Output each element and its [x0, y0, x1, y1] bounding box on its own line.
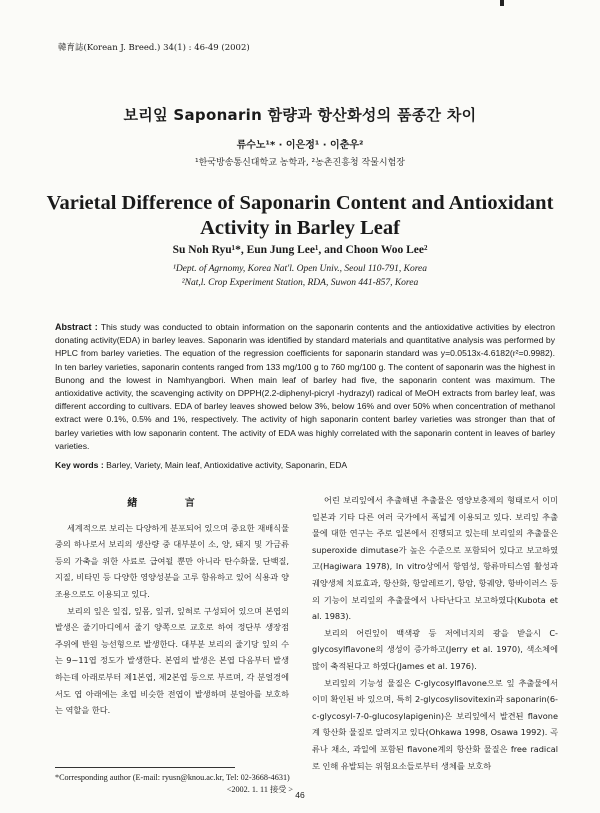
english-title-line-2: Activity in Barley Leaf: [200, 217, 400, 239]
footnote-rule: [55, 767, 235, 768]
english-title: [0, 191, 600, 241]
abstract-text: This study was conducted to obtain information on the saponarin contents and the antioxidative activities by electron donating activity(EDA) in barley leaves. Saponarin was identified by standard materials and quantitative analysis was performed by HPLC from barley varieties. The equation of the regression coefficients for saponarin standard was y=0.0513x-4.6182(r²=0.9982). In ten barley varieties, saponarin contents ranged from 133 mg/100 g to 760 mg/100 g. The content of saponarin was the highest in Bunong and the lowest in Namhyangbori. When main leaf of barley had five, the saponarin content was maximum. The antioxidative activity, the scavenging activity on DPPH(2.2-diphenyl-picryl -hydrazyl) radical of MeOH extracts from barley leaf, was different according to cultivars. EDA of barley leaves showed below 3%, below 16% and over 50% when concentration of methanol extract were 0.1%, 0.5% and 1%, respectively. The activity of high saponarin content barley varieties was stronger than that of barley varieties with low saponarin content. The activity of EDA was highly correlated with the saponarin content in leaves of barley varieties.: [55, 322, 555, 451]
body-paragraph: 보리잎의 기능성 물질은 C-glycosylflavone으로 잎 추출물에서 이미 확인된 바 있으며, 특히 2-glycosylisovitexin과 saponarin(6-c-glycosyl-7-0-glucosylapigenin)은 보리잎에서 발견된 flavone계 항산화 물질로 알려지고 있다(Ohkawa 1998, Osawa 1992). 곡류나 채소, 과일에 포함된 flavone계의 항산화 물질은 free radical로 인해 유발되는 위험요소들로부터 생체를 보호하: [312, 677, 558, 771]
page-number: 46: [295, 790, 305, 800]
body-paragraph: 어린 보리잎에서 추출해낸 추출물은 영양보충제의 형태로서 이미 일본과 기타 다른 여러 국가에서 폭넓게 이용되고 있다. 보리잎 추출물에 대한 연구는 주로 일본에서 진행되고 있는데 보리잎의 추출물은 superoxide dimutase가 높은 수준으로 포함되어 있다고 보고하였고(Hagiwara 1978), In vitro상에서 항염성, 항류마티스염 활성과 궤양생체 치료효과, 항산화, 항알레르기, 항암, 항궤양, 항바이러스 등의 기능이 보리잎의 추출물에서 나타난다고 보고하였다(Kubota et al. 1983).: [312, 495, 558, 622]
corresponding-author: *Corresponding author (E-mail: ryusn@knou.ac.kr, Tel: 02-3668-4631): [55, 773, 290, 782]
keywords: [55, 460, 555, 470]
keywords-label: Key words :: [55, 460, 104, 470]
affiliation-line-1: ¹Dept. of Agrnomy, Korea Nat'l. Open Univ., Seoul 110-791, Korea: [172, 264, 428, 274]
abstract: [55, 321, 555, 453]
section-heading: 緖 言: [127, 498, 217, 509]
english-title-line-1: Varietal Difference of Saponarin Content and Antioxidant: [46, 192, 554, 214]
body-paragraph: 보리의 잎은 잎집, 잎몸, 잎귀, 잎혀로 구성되어 있으며 본엽의 발생은 줄기마디에서 줄기 양쪽으로 교호로 하여 정단부 생장점 주위에 반원 능선형으로 발생한다. 대부분 보리의 줄기당 잎의 수는 9~11엽 정도가 발생한다. 본엽의 발생은 본엽 다음부터 발생하는데 아래로부터 제1본엽, 제2본엽 등으로 부르며, 각 분얼경에서도 엽 아래에는 초엽 비슷한 전엽이 발생하며 분얼아를 보호하는 역할을 한다.: [55, 605, 289, 716]
received-date: <2002. 1. 11 接受 >: [226, 785, 293, 794]
abstract-label: Abstract :: [55, 322, 98, 332]
body-paragraph: 세계적으로 보리는 다양하게 분포되어 있으며 중요한 재배식물 중의 하나로서 보리의 생산량 중 대부분이 소, 양, 돼지 및 가금류 등의 가축을 위한 사료로 급여될 뿐만 아니라 탄수화물, 단백질, 지질, 비타민 등 다양한 영양성분을 고루 함유하고 있어 식용과 양조용으로도 이용되고 있다.: [55, 522, 289, 599]
body-paragraph: 보리의 어린잎이 백색광 등 저에너지의 광을 받을시 C-glycosylflavone의 생성이 증가하고(Jerry et al. 1970), 색소체에 많이 축적된다고 하였다(James et al. 1976).: [312, 627, 558, 671]
journal-reference: 韓育誌(Korean J. Breed.) 34(1) : 46-49 (2002): [58, 43, 250, 53]
keywords-text: Barley, Variety, Main leaf, Antioxidative activity, Saponarin, EDA: [106, 460, 348, 470]
english-affiliation: [0, 262, 600, 290]
english-authors: Su Noh Ryu¹*, Eun Jung Lee¹, and Choon Woo Lee²: [172, 244, 428, 256]
left-column: [55, 492, 289, 719]
korean-title: 보리잎 Saponarin 함량과 항산화성의 품종간 차이: [123, 106, 477, 124]
affiliation-line-2: ²Nat,l. Crop Experiment Station, RDA, Suwon 441-857, Korea: [181, 278, 419, 288]
scan-artifact: [500, 0, 504, 6]
korean-affiliation: ¹한국방송통신대학교 농학과, ²농촌진흥청 작물시험장: [195, 158, 405, 168]
korean-authors: 류수노¹* · 이은정¹ · 이춘우²: [236, 140, 364, 151]
right-column: [312, 492, 558, 774]
